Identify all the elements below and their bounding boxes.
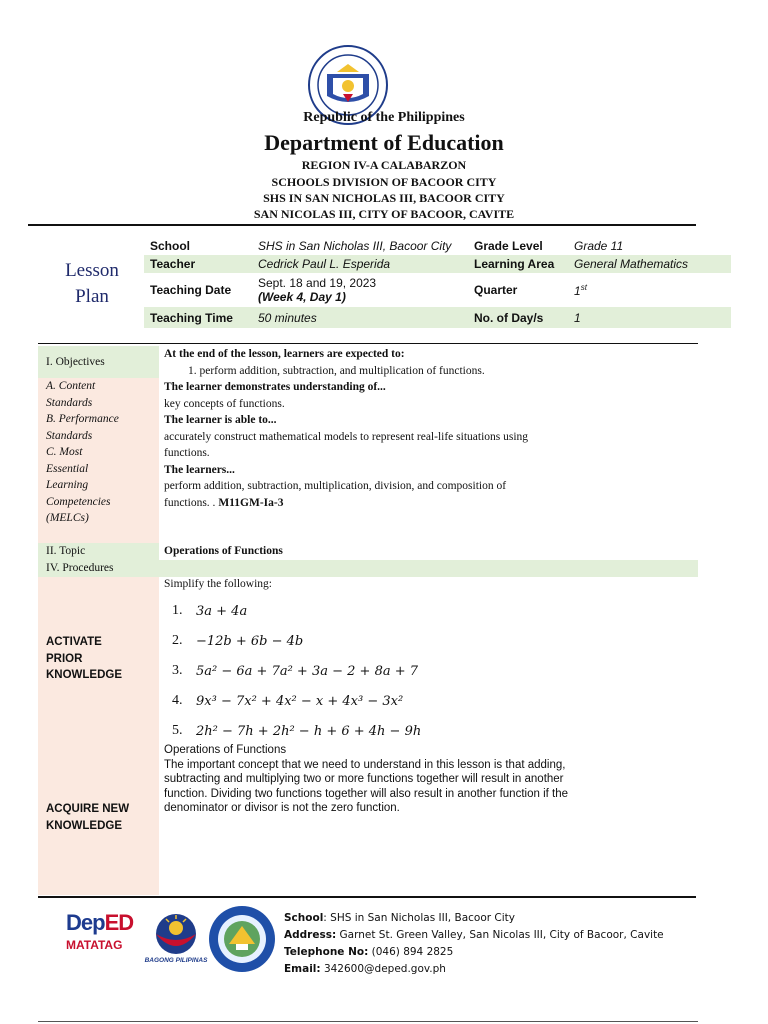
republic-heading: Republic of the Philippines xyxy=(303,110,465,125)
footer-school-line xyxy=(284,910,664,927)
footer-contact-info xyxy=(284,910,664,978)
melc-label-5: (MELCs) xyxy=(46,512,89,524)
melc-label-2: Essential xyxy=(46,462,89,475)
performance-standards-text-2: functions. xyxy=(164,447,210,459)
info-row-date xyxy=(144,273,731,307)
footer-phone-label: Telephone No: xyxy=(284,946,369,958)
school-value: SHS in San Nicholas III, Bacoor City xyxy=(258,238,452,253)
quarter-label: Quarter xyxy=(474,283,518,297)
teaching-date-value xyxy=(252,276,468,304)
procedures-label: IV. Procedures xyxy=(46,562,114,574)
exercise-number: 4. xyxy=(172,693,183,708)
deped-wordmark-a: Dep xyxy=(66,910,105,935)
exercise-item xyxy=(172,596,421,626)
department-heading: Department of Education xyxy=(264,130,504,155)
procedures-cell xyxy=(38,560,159,577)
objectives-label: I. Objectives xyxy=(46,356,105,368)
school-seal-icon xyxy=(207,904,277,974)
operations-text-4: denominator or divisor is not the zero function. xyxy=(164,802,400,814)
teaching-date-line2: (Week 4, Day 1) xyxy=(258,290,346,304)
bagong-pilipinas-caption: BAGONG PILIPINAS xyxy=(144,957,208,964)
standards-cell xyxy=(38,378,159,544)
exercise-expression: 3a + 4a xyxy=(196,603,248,619)
footer-email-value: 342600@deped.gov.ph xyxy=(320,963,446,975)
objectives-cell xyxy=(38,346,159,378)
exercise-item xyxy=(172,656,421,686)
footer-email-line xyxy=(284,961,664,978)
operations-explanation xyxy=(164,743,694,816)
exercise-number: 1. xyxy=(172,603,183,618)
exercise-item xyxy=(172,626,421,656)
lesson-plan-title-line2: Plan xyxy=(75,286,109,307)
footer-phone-line xyxy=(284,944,664,961)
procedures-side-cell xyxy=(38,577,159,895)
simplify-exercise-list xyxy=(172,596,421,746)
activate-line2: PRIOR xyxy=(46,652,83,665)
melc-text-2-main: functions. . xyxy=(164,496,219,509)
melc-label-4: Competencies xyxy=(46,495,111,508)
quarter-number: 1 xyxy=(574,283,581,298)
footer-address-value: Garnet St. Green Valley, San Nicolas III, City of Bacoor, Cavite xyxy=(336,929,664,941)
exercise-expression: 2h² − 7h + 2h² − h + 6 + 4h − 9h xyxy=(196,723,422,739)
content-standards-label-1: A. Content xyxy=(46,380,96,392)
quarter-value xyxy=(568,283,731,298)
performance-standards-label-1: B. Performance xyxy=(46,413,119,425)
lesson-info-table xyxy=(144,236,731,328)
operations-text-1: The important concept that we need to understand in this lesson is that adding, xyxy=(164,758,566,771)
exercise-expression: −12b + 6b − 4b xyxy=(196,633,304,649)
acquire-line1: ACQUIRE NEW xyxy=(46,803,130,815)
days-value: 1 xyxy=(574,310,581,325)
topic-cell xyxy=(38,543,159,560)
footer-bottom-rule xyxy=(38,1021,698,1022)
melc-head: The learners... xyxy=(164,463,235,476)
days-label: No. of Day/s xyxy=(474,310,544,325)
footer-address-line xyxy=(284,927,664,944)
grade-label: Grade Level xyxy=(474,238,543,253)
footer-school-value: : SHS in San Nicholas III, Bacoor City xyxy=(323,912,515,924)
deped-wordmark xyxy=(66,910,144,936)
deped-wordmark-b: ED xyxy=(104,910,134,935)
learning-area-value: General Mathematics xyxy=(574,257,689,271)
region-heading: REGION IV-A CALABARZON xyxy=(301,158,467,172)
teaching-time-label: Teaching Time xyxy=(150,310,233,325)
teaching-date-label: Teaching Date xyxy=(150,283,232,297)
acquire-new-knowledge-label xyxy=(46,801,129,834)
objectives-intro: At the end of the lesson, learners are expected to: xyxy=(164,348,405,360)
footer-address-label: Address: xyxy=(284,929,337,941)
content-standards-label-2: Standards xyxy=(46,396,93,409)
school-heading: SHS IN SAN NICHOLAS III, BACOOR CITY xyxy=(263,191,505,205)
exercise-expression: 9x³ − 7x² + 4x² − x + 4x³ − 3x² xyxy=(196,693,404,709)
operations-title: Operations of Functions xyxy=(164,744,287,756)
melc-label-3: Learning xyxy=(46,479,89,491)
operations-text-2: subtracting and multiplying two or more functions together will result in another xyxy=(164,773,564,785)
grade-value: Grade 11 xyxy=(574,238,624,253)
melc-text-1: perform addition, subtraction, multiplication, division, and composition of xyxy=(164,480,507,492)
footer-email-label: Email: xyxy=(284,963,321,975)
deped-matatag-logo xyxy=(66,910,144,952)
matatag-wordmark: MATATAG xyxy=(66,938,123,952)
quarter-suffix: st xyxy=(580,282,587,292)
activate-line3: KNOWLEDGE xyxy=(46,669,123,681)
footer-school-label: School xyxy=(284,912,324,924)
objectives-item: 1. perform addition, subtraction, and multiplication of functions. xyxy=(188,364,485,377)
performance-standards-text-1: accurately construct mathematical models to represent real-life situations using xyxy=(164,430,529,443)
info-row-school xyxy=(144,236,731,255)
teacher-label: Teacher xyxy=(150,257,196,271)
exercise-item xyxy=(172,686,421,716)
learning-area-label: Learning Area xyxy=(474,257,555,271)
activate-line1: ACTIVATE xyxy=(46,636,102,648)
content-standards-text: key concepts of functions. xyxy=(164,397,285,410)
teacher-value: Cedrick Paul L. Esperida xyxy=(258,257,391,271)
division-heading: SCHOOLS DIVISION OF BACOOR CITY xyxy=(271,175,497,189)
performance-standards-label-2: Standards xyxy=(46,429,93,442)
teaching-time-value: 50 minutes xyxy=(258,310,317,325)
topic-value: Operations of Functions xyxy=(164,545,283,557)
melc-label-1: C. Most xyxy=(46,446,83,458)
lesson-plan-title xyxy=(50,258,134,310)
info-row-time xyxy=(144,307,731,328)
melc-text-2 xyxy=(164,495,694,512)
address-heading: SAN NICOLAS III, CITY OF BACOOR, CAVITE xyxy=(253,207,515,221)
exercise-item xyxy=(172,716,421,746)
exercise-number: 2. xyxy=(172,633,183,648)
main-table-top-rule xyxy=(38,343,698,344)
acquire-line2: KNOWLEDGE xyxy=(46,819,123,832)
exercise-number: 3. xyxy=(172,663,183,678)
objectives-content xyxy=(164,346,694,511)
header-divider xyxy=(28,224,696,226)
operations-text-3: function. Dividing two functions together will also result in another function if the xyxy=(164,787,568,800)
exercise-expression: 5a² − 6a + 7a² + 3a − 2 + 8a + 7 xyxy=(196,663,419,679)
info-row-teacher xyxy=(144,255,731,273)
topic-label: II. Topic xyxy=(46,545,86,557)
activate-prior-knowledge-label xyxy=(46,634,122,684)
content-standards-head: The learner demonstrates understanding of... xyxy=(164,381,386,393)
lesson-plan-title-line1: Lesson xyxy=(65,260,119,281)
footer-phone-value: (046) 894 2825 xyxy=(368,946,454,958)
exercise-number: 5. xyxy=(172,723,183,738)
simplify-instruction: Simplify the following: xyxy=(164,578,272,590)
performance-standards-head: The learner is able to... xyxy=(164,414,277,426)
footer-divider xyxy=(38,896,696,898)
melc-code: M11GM-Ia-3 xyxy=(218,496,284,509)
school-label: School xyxy=(150,238,191,253)
teaching-date-line1: Sept. 18 and 19, 2023 xyxy=(258,276,377,290)
